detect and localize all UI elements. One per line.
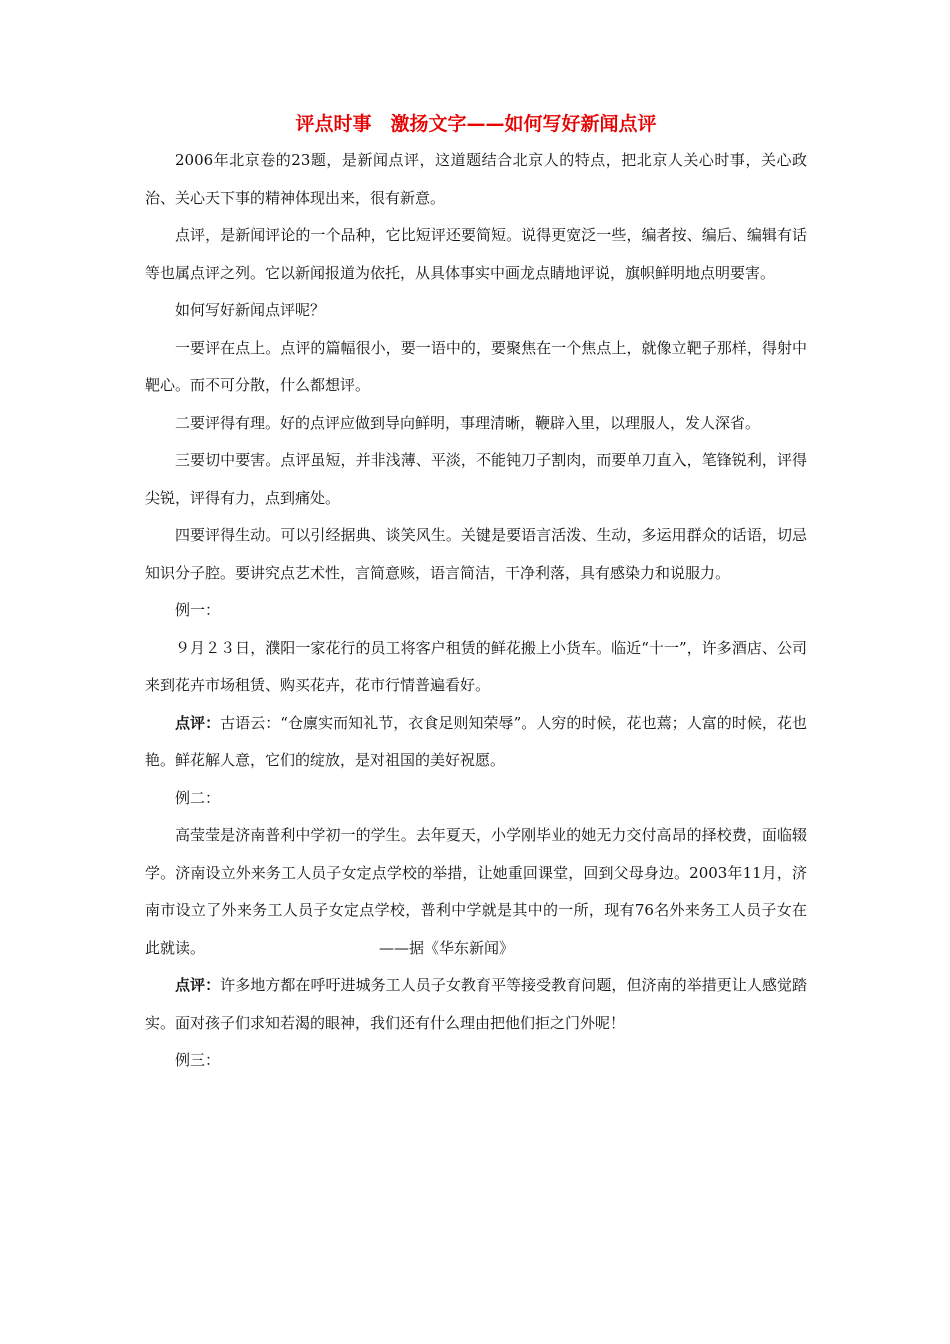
document-body bbox=[145, 112, 807, 1080]
example-one-heading: 例一： bbox=[175, 601, 221, 619]
example-three-heading: 例三： bbox=[175, 1051, 221, 1069]
example-one-news: ９月２３日，濮阳一家花行的员工将客户租赁的鲜花搬上小货车。临近“十一”，许多酒店、公司来到花卉市场租赁、购买花卉，花市行情普遍看好。 bbox=[145, 638, 807, 694]
comment-text: 许多地方都在呼吁进城务工人员子女教育平等接受教育问题，但济南的举措更让人感觉踏实。面对孩子们求知若渴的眼神，我们还有什么理由把他们拒之门外呢！ bbox=[145, 976, 807, 1032]
document-title: 评点时事 激扬文字——如何写好新闻点评 bbox=[295, 113, 657, 135]
example-one-comment bbox=[145, 705, 807, 780]
example-two-news bbox=[145, 817, 807, 967]
paragraph-point-one: 一要评在点上。点评的篇幅很小，要一语中的，要聚焦在一个焦点上，就像立靶子那样，得射中靶心。而不可分散，什么都想评。 bbox=[145, 338, 807, 394]
paragraph-point-two: 二要评得有理。好的点评应做到导向鲜明，事理清晰，鞭辟入里，以理服人，发人深省。 bbox=[175, 413, 761, 432]
example-two-comment bbox=[145, 967, 807, 1042]
comment-label: 点评： bbox=[175, 713, 221, 732]
paragraph-intro: 2006年北京卷的23题，是新闻点评，这道题结合北京人的特点，把北京人关心时事，关心政治、关心天下事的精神体现出来，很有新意。 bbox=[145, 151, 807, 207]
news-source: ——据《华东新闻》 bbox=[379, 938, 515, 957]
paragraph-question: 如何写好新闻点评呢？ bbox=[175, 301, 326, 319]
comment-text: 古语云：“仓廪实而知礼节，衣食足则知荣辱”。人穷的时候，花也蔫；人富的时候，花也艳。鲜花解人意，它们的绽放，是对祖国的美好祝愿。 bbox=[145, 713, 807, 769]
paragraph-point-three: 三要切中要害。点评虽短，并非浅薄、平淡，不能钝刀子割肉，而要单刀直入，笔锋锐利，评得尖锐，评得有力，点到痛处。 bbox=[145, 451, 807, 507]
paragraph-definition: 点评，是新闻评论的一个品种，它比短评还要简短。说得更宽泛一些，编者按、编后、编辑有话等也属点评之列。它以新闻报道为依托，从具体事实中画龙点睛地评说，旗帜鲜明地点明要害。 bbox=[145, 226, 807, 282]
news-text: 高莹莹是济南普利中学初一的学生。去年夏天，小学刚毕业的她无力交付高昂的择校费，面临辍学。济南设立外来务工人员子女定点学校的举措，让她重回课堂，回到父母身边。2003年11月，济南市设立了外来务工人员子女定点学校，普利中学就是其中的一所，现有76名外来务工人员子女在此就读。 bbox=[145, 826, 807, 957]
paragraph-point-four: 四要评得生动。可以引经据典、谈笑风生。关键是要语言活泼、生动，多运用群众的话语，切忌知识分子腔。要讲究点艺术性，言简意赅，语言简洁，干净利落，具有感染力和说服力。 bbox=[145, 526, 807, 582]
comment-label: 点评： bbox=[175, 976, 221, 994]
example-two-heading: 例二： bbox=[175, 788, 221, 807]
